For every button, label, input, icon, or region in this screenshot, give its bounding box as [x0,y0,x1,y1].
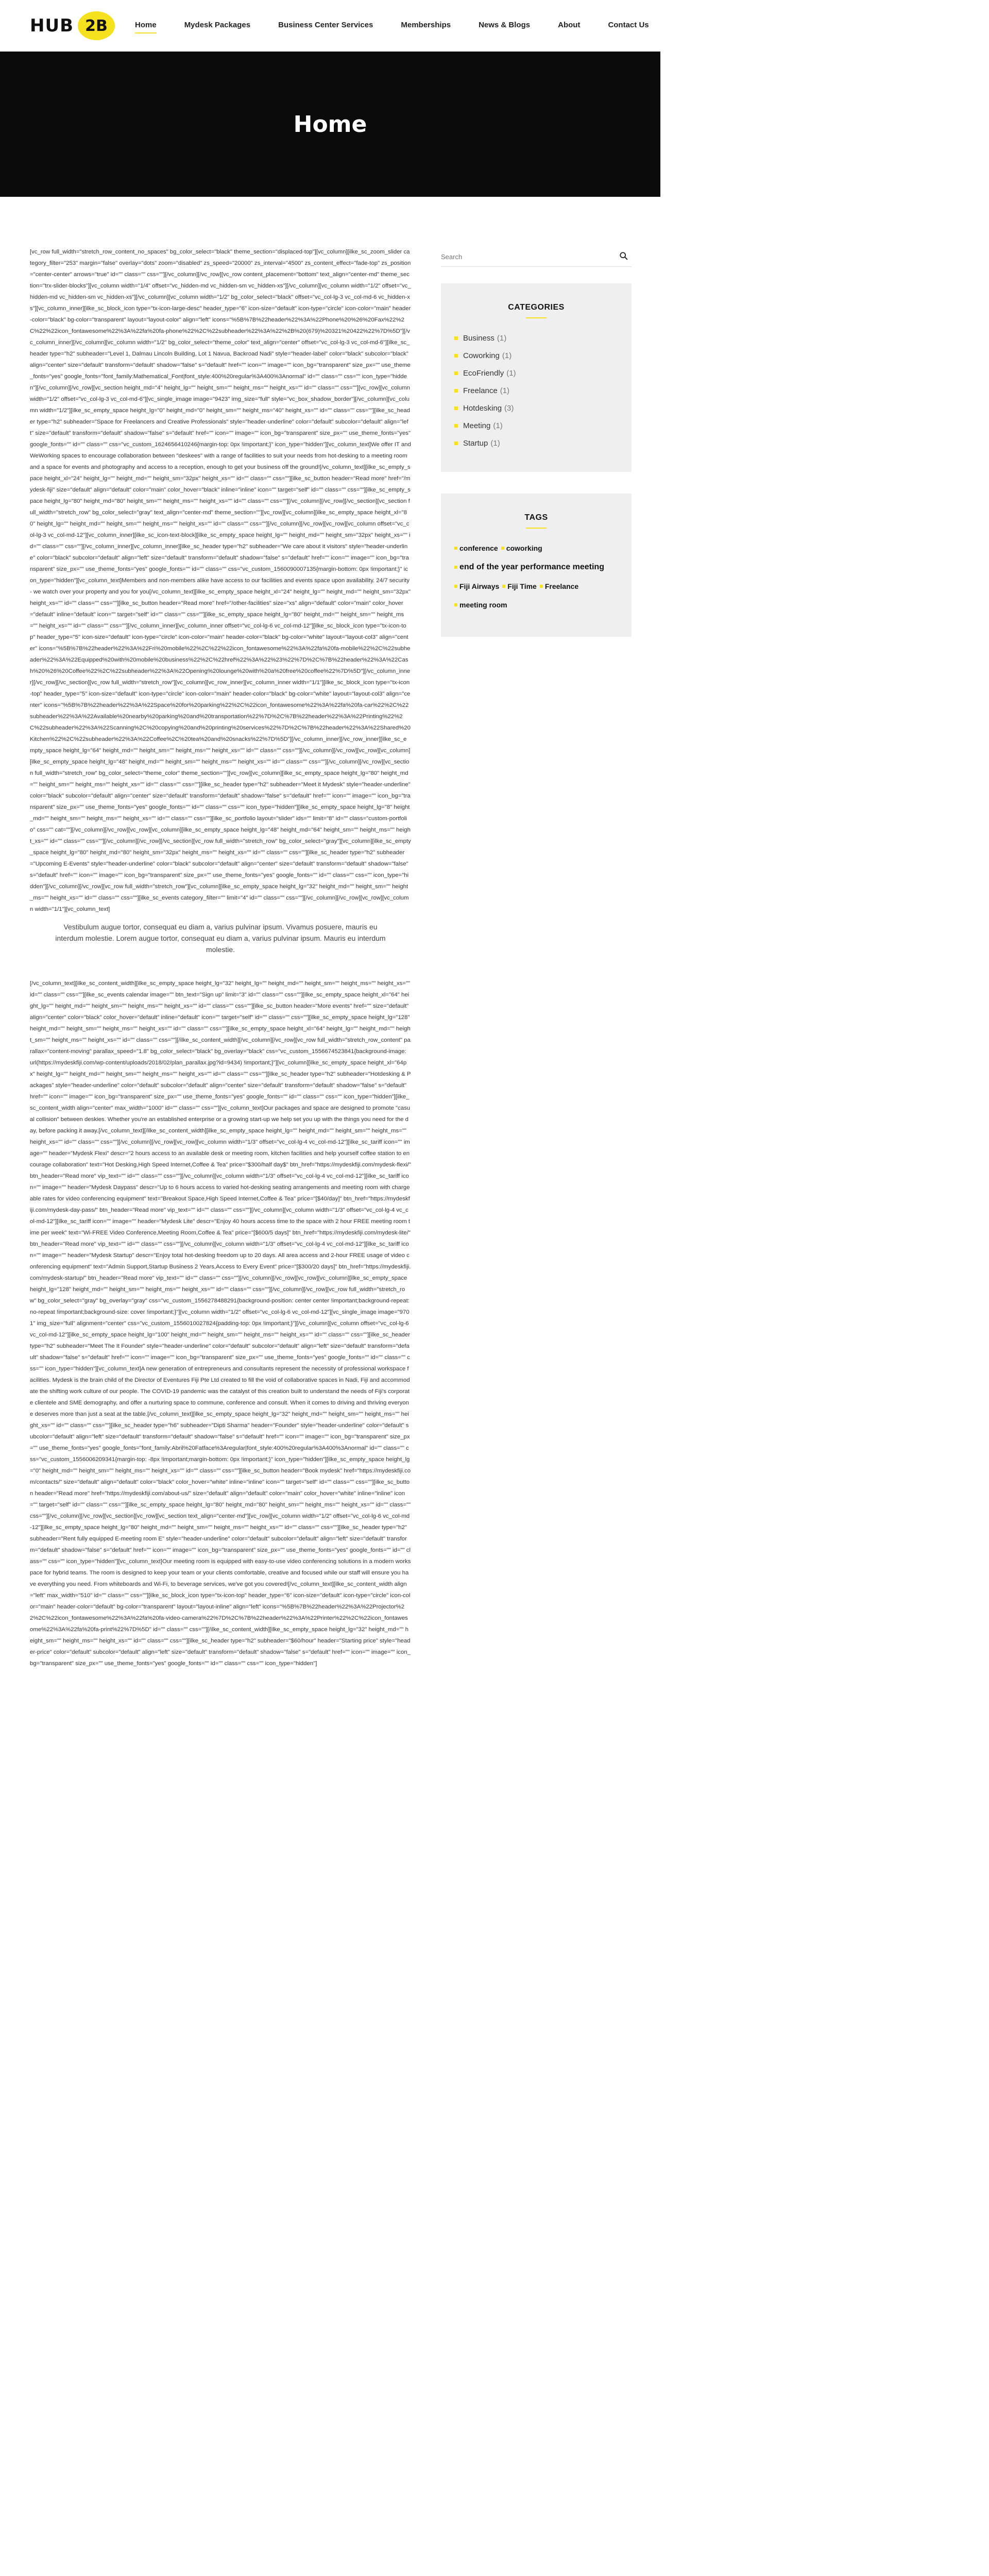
tag-label: meeting room [459,601,507,609]
main-content [30,246,411,1669]
bullet-icon [454,354,458,358]
bullet-icon [454,424,458,428]
category-item[interactable] [454,369,618,378]
category-count: (1) [493,421,503,430]
category-item[interactable] [454,439,618,448]
categories-widget [441,283,632,472]
categories-list [454,334,618,448]
bullet-icon [540,585,543,588]
category-count: (1) [500,386,510,395]
search-icon[interactable] [619,251,628,261]
bullet-icon [454,547,457,550]
category-item[interactable] [454,386,618,395]
site-header [0,0,989,52]
bullet-icon [454,566,457,569]
bullet-icon [454,585,457,588]
raw-shortcode-text-2: [/vc_column_text][ilke_sc_content_width][ilke_sc_empty_space height_lg="32" height_lg="" height_md="" height_sm="" height_ms="" height_xs="" id="" class="" css=""][ilke_sc_events calendar image="" btn_text="Sign up" limit="3" id="" class="" css=""][ilke_sc_empty_space height_xl="64" height_lg="" height_md="" height_sm="" height_ms="" height_xs="" id="" class="" css=""][ilke_sc_button header="More events" href="" size="default" align="center" color="black" color_hover="default" inline="default" icon="" target="self" id="" class="" css=""][ilke_sc_empty_space height_lg="128" height_md="" height_sm="" height_ms="" height_xs="" id="" class="" css=""][ilke_sc_empty_space height_xl="64" height_lg="" height_md="" height_sm="" height_ms="" height_xs="" id="" class="" css=""][/ilke_sc_content_width][/vc_column][/vc_row][vc_row full_width="stretch_row_content" parallax="content-moving" parallax_speed="1.8" bg_color_select="black" bg_overlay="black" css="vc_custom_1556674523841{background-image: url(https://mydeskfiji.com/wp-content/uploads/2018/02/plan_parallax.jpg?id=9434) !important;}"][vc_column][ilke_sc_empty_space height_xl="64px" height_lg="" height_md="" height_sm="" height_ms="" height_xs="" id="" class="" css=""][ilke_sc_header type="h2" subheader="Hotdesking & Packages" style="header-underline" color="default" subcolor="default" align="center" size="default" transform="default" shadow="false" s="default" href="" icon="" image="" icon_bg="transparent" size_px="" use_theme_fonts="yes" google_fonts="" id="" class="" css="" icon_type="hidden"][ilke_sc_content_width align="center" max_width="1000" id="" class="" css=""][vc_column_text]Our packages and space are designed to promote "casual collision" between deskies. Whether you're an established enterprise or a growing start-up we help set you up with the things you need for the day, before packing it away.[/vc_column_text][/ilke_sc_content_width][ilke_sc_empty_space height_lg="" height_md="" height_sm="" height_ms="" height_xs="" id="" class="" css=""][/vc_column][/vc_row][vc_row][vc_column width="1/3" offset="vc_col-lg-4 vc_col-md-12"][ilke_sc_tariff icon="" image="" header="Mydesk Flexi" descr="2 hours access to an available desk or meeting room, kitchen facilities and help yourself coffee station to encourage collaboration" text="Hot Desking,High Speed Internet,Coffee & Tea" price="$300/half day$" btn_href="https://mydeskfiji.com/mydesk-flexi/" btn_header="Read more" vip_text="" id="" class="" css=""][/vc_column][vc_column width="1/3" offset="vc_col-lg-4 vc_col-md-12"][ilke_sc_tariff icon="" image="" header="Mydesk Daypass" descr="Up to 6 hours access to varied hot-desking seating arrangements and meeting room with chargeable rates for video conferencing equipment" text="Breakout Space,High Speed Internet,Coffee & Tea" price="[$40/day]" btn_href="https://mydeskfiji.com/mydesk-day-pass/" btn_header="Read more" vip_text="" id="" class="" css=""][/vc_column][vc_column width="1/3" offset="vc_col-lg-4 vc_col-md-12"][ilke_sc_tariff icon="" image="" header="Mydesk Lite" descr="Enjoy 40 hours access time to the space with 2 hour FREE meeting room time per week" text="Wi-FREE Video Conference,Meeting Room,Coffee & Tea" price="[$600/5 days]" btn_href="https://mydeskfiji.com/mydesk-lite/" btn_header="Read more" vip_text="" id="" class="" css=""][/vc_column][vc_column width="1/3" offset="vc_col-lg-4 vc_col-md-12"][ilke_sc_tariff icon="" image="" header="Mydesk Startup" descr="Enjoy total hot-desking freedom up to 20 days. All area access and 2-hour FREE usage of video conferencing equipment" text="Admin Support,Startup Business 2 Years,Access to Every Event" price="[$300/20 days]" btn_href="https://mydeskfiji.com/mydesk-startup/" btn_header="Read more" vip_text="" id="" class="" css=""][/vc_column][/vc_row][vc_row][vc_column][ilke_sc_empty_space height_lg="128" height_md="" height_sm="" height_ms="" height_xs="" id="" class="" css=""][/vc_column][/vc_row][vc_row full_width="stretch_row" bg_color_select="gray" bg_overlay="gray" css="vc_custom_1556278488291{background-position: center center !important;background-repeat: no-repeat !important;background-size: cover !important;}"][vc_column width="1/2" offset="vc_col-lg-6 vc_col-md-12"][vc_single_image image="9701" img_size="full" alignment="center" css="vc_custom_1556010027824{padding-top: 0px !important;}"][/vc_column][vc_column offset="vc_col-lg-6 vc_col-md-12"][ilke_sc_empty_space height_lg="100" height_md="" height_sm="" height_ms="" height_xs="" id="" class="" css=""][ilke_sc_header type="h2" subheader="Meet The It Founder" style="header-underline" color="default" subcolor="default" align="left" size="default" transform="default" shadow="false" s="default" href="" icon="" image="" icon_bg="transparent" size_px="" use_theme_fonts="yes" google_fonts="" id="" class="" css="" icon_type="hidden"][vc_column_text]A new generation of entrepreneurs and consultants represent the necessity of professional workspace facilities. Mydesk is the brain child of the Director of Eventures Fiji Pte Ltd created to fill the void of collaborative spaces in Nadi, Fiji and accommodate the shifting work culture of our people. The COVID-19 pandemic was the catalyst of this creation built to understand the needs of Fiji's corporate clientele and SME demography, and offer a nurturing space to commune, conference and consult. When it comes to driving and thriving everyone deserves more than just a seat at the table.[/vc_column_text][ilke_sc_empty_space height_lg="32" height_md="" height_sm="" height_ms="" height_xs="" id="" class="" css=""][ilke_sc_header type="h6" subheader="Dipti Sharma" header="Founder" style="header-underline" color="default" subcolor="default" align="left" size="default" transform="default" shadow="false" s="default" href="" icon="" image="" icon_bg="transparent" size_px="" use_theme_fonts="yes" google_fonts="font_family:Abril%20Fatface%3Aregular|font_style:400%20regular%3A400%3Anormal" id="" class="" css="vc_custom_1556006209341{margin-top: -8px !important;margin-bottom: 0px !important;}" icon_type="hidden"][ilke_sc_empty_space height_lg="0" height_md="" height_sm="" height_ms="" height_xs="" id="" class="" css=""][ilke_sc_button header="Book mydesk" href="https://mydeskfiji.com/contacts/" size="default" align="default" color="black" color_hover="white" inline="inline" icon="" target="self" id="" class="" css=""][ilke_sc_button header="Read more" href="https://mydeskfiji.com/about-us/" size="default" align="default" color="main" color_hover="white" inline="inline" icon="" target="self" id="" class="" css=""][ilke_sc_empty_space height_lg="80" height_md="80" height_sm="" height_ms="" height_xs="" id="" class="" css=""][/vc_column][/vc_row][vc_section][vc_row][vc_section text_align="center-md"][vc_row][vc_column width="1/2" offset="vc_col-lg-6 vc_col-md-12"][ilke_sc_empty_space height_lg="80" height_md="" height_sm="" height_ms="" height_xs="" id="" class="" css=""][ilke_sc_header type="h2" subheader="Rent fully equipped E-meeting room E" style="header-underline" color="default" subcolor="default" align="left" size="default" transform="default" shadow="false" s="default" href="" icon="" image="" icon_bg="transparent" size_px="" use_theme_fonts="yes" google_fonts="" id="" class="" css="" icon_type="hidden"][vc_column_text]Our meeting room is equipped with easy-to-use video conferencing solutions in a modern workspace for hybrid teams. The room is designed to keep your team or your clients comfortable, creative and focused while our staff will ensure you have everything you need. From whiteboards and Wi-Fi, to beverage services, we've got you covered![/vc_column_text][ilke_sc_content_width align="left" max_width="510" id="" class="" css=""][ilke_sc_block_icon type="tx-icon-top" header_type="6" icon-size="default" icon-type="circle" icon-color="main" header-color="default" bg-color="transparent" layout="layout-inline" align="left" icons="%5B%7B%22header%22%3A%22Projector%22%2C%22icon_fontawesome%22%3A%22fa%20fa-video-camera%22%7D%2C%7B%22header%22%3A%22Printer%22%2C%22icon_fontawesome%22%3A%22fa%20fa-print%22%7D%5D" id="" class="" css=""][/ilke_sc_content_width][ilke_sc_empty_space height_lg="32" height_md="" height_sm="" height_ms="" height_xs="" id="" class="" css=""][ilke_sc_header type="h2" subheader="$60/hour" header="Starting price" style="header-price" color="default" subcolor="default" align="left" size="default" transform="default" shadow="false" s="default" href="" icon="" image="" icon_bg="transparent" size_px="" use_theme_fonts="yes" google_fonts="" id="" class="" css="" icon_type="hidden"] [30,980,411,1667]
nav-contact-us[interactable]: Contact Us [608,21,649,29]
category-label: Startup [463,439,488,448]
bullet-icon [501,547,504,550]
tag-link[interactable] [540,582,578,590]
category-count: (3) [504,404,514,413]
search-input[interactable] [441,249,611,264]
tag-link[interactable] [454,563,604,572]
tag-cloud [454,544,618,619]
category-label: Business [463,334,494,343]
bullet-icon [454,336,458,340]
category-item[interactable] [454,351,618,360]
logo-text: HUB [30,15,74,36]
search-widget [441,246,632,267]
sidebar [441,246,632,637]
category-item[interactable] [454,404,618,413]
quote-text: Vestibulum augue tortor, consequat eu diam a, varius pulvinar ipsum. Vivamus posuere, mauris eu interdum molestie. Lorem augue tortor, consequat eu diam a, varius pulvinar ipsum. Mauris eu interdum molestie. [55,923,386,954]
nav-memberships[interactable]: Memberships [401,21,451,29]
category-count: (1) [497,334,507,343]
tag-link[interactable] [454,544,498,552]
tag-label: Freelance [544,582,579,590]
category-label: Freelance [463,386,498,395]
tag-link[interactable] [454,582,499,590]
nav-home[interactable]: Home [135,21,157,33]
bullet-icon [454,406,458,410]
nav-mydesk-packages[interactable]: Mydesk Packages [184,21,251,29]
hero-banner [0,52,660,197]
site-logo[interactable] [30,11,115,40]
nav-news-blogs[interactable]: News & Blogs [479,21,531,29]
bullet-icon [454,603,457,606]
nav-about[interactable]: About [558,21,581,29]
page-title: Home [293,111,367,138]
category-label: Meeting [463,421,491,430]
tags-widget [441,494,632,637]
tag-label: end of the year performance meeting [459,563,604,571]
nav-business-center-services[interactable]: Business Center Services [278,21,373,29]
category-label: EcoFriendly [463,369,504,378]
tag-label: coworking [506,544,542,552]
category-item[interactable] [454,421,618,430]
raw-shortcode-text-1: [vc_row full_width="stretch_row_content_no_spaces" bg_color_select="black" theme_section="displaced-top"][vc_column][ilke_sc_zoom_slider category_filter="253" margin="false" overlay="dots" zoom="disabled" zs_speed="20000" zs_interval="4500" zs_content_effect="fade-top" zs_position="center-center" arrows="true" id="" class="" css=""][/vc_column][/vc_row][vc_row content_placement="bottom" text_align="center-md" theme_section="trx-slider-blocks"][vc_column width="1/4" offset="vc_hidden-md vc_hidden-sm vc_hidden-xs"][/vc_column][vc_column width="1/2" offset="vc_hidden-md vc_hidden-sm vc_hidden-xs"][/vc_column][vc_column width="1/2" bg_color_select="black" offset="vc_col-lg-3 vc_col-md-6 vc_hidden-xs"][vc_column_inner][ilke_sc_block_icon type="tx-icon-large-desc" header_type="6" icon-size="default" icon-type="circle" icon-color="main" header-color="black" bg-color="transparent" layout="layout-color" align="left" icons="%5B%7B%22header%22%3A%22Phone%20%26%20Fax%22%2C%22%22icon_fontawesome%22%3A%22fa%20fa-phone%22%2C%22subheader%22%3A%22%2B%20(679)%20321%20422%22%7D%5D"][/vc_column_inner][/vc_column][vc_column width="1/2" bg_color_select="theme_color" text_align="center" offset="vc_col-lg-3 vc_col-md-6"][ilke_sc_header type="h2" subheader="Level 1, Dalmau Lincoln Building, Lot 1 Navua, Backroad Nadi" style="header-label" color="black" subcolor="black" align="center" size="default" transform="default" shadow="false" s="default" href="" icon="" image="" icon_bg="transparent" size_px="" use_theme_fonts="yes" google_fonts="font_family:Mathematical_Font|font_style:400%20regular%3A400%3Anormal" id="" class="" css="" icon_type="hidden"][/vc_column][/vc_row][vc_section height_md="4" height_lg="" height_sm="" height_ms="" height_xs="" id="" class="" css=""][vc_row][vc_column width="1/2" offset="vc_col-lg-3 vc_col-md-6"][vc_single_image image="9423" img_size="full" style="vc_box_shadow_border"][/vc_column][vc_column width="1/2"][ilke_sc_empty_space height_lg="0" height_md="0" height_sm="" height_ms="40" height_xs="" id="" class="" css=""][ilke_sc_header type="h2" subheader="Space for Freelancers and Creative Professionals" style="header-underline" color="default" subcolor="default" align="left" size="default" transform="default" shadow="false" s="default" href="" icon="" image="" icon_bg="transparent" size_px="" use_theme_fonts="yes" google_fonts="" id="" class="" css="vc_custom_1624656410246{margin-top: 0px !important;}" icon_type="hidden"][vc_column_text]We offer IT and WeWorking spaces to encourage collaboration between "deskees" with a range of facilities to suit your needs from hot-desking to a meeting room and a space for events and photography and access to a reception, enough to get your business off the ground![/vc_column_text][ilke_sc_empty_space height_xl="24" height_lg="" height_md="" height_sm="32px" height_xs="" id="" class="" css=""][ilke_sc_button header="Read more" href="/mydesk-fiji" size="default" align="default" color="main" color_hover="black" inline="inline" icon="" target="self" id="" class="" css=""][ilke_sc_empty_space height_lg="80" height_md="80" height_sm="" height_ms="" height_xs="" id="" class="" css=""][/vc_column][/vc_row][/vc_section][vc_section full_width="stretch_row" bg_color_select="gray" text_align="center-md" theme_section=""][vc_row][vc_column][ilke_sc_empty_space height_xl="80" height_lg="" height_md="" height_sm="" height_ms="" height_xs="" id="" class="" css=""][/vc_column][/vc_row][vc_row][vc_column offset="vc_col-lg-3 vc_col-md-12"][vc_column_inner][ilke_sc_icon-text-block][ilke_sc_empty_space height_lg="" height_md="" height_sm="32px" height_xs="" id="" class="" css=""][/vc_column_inner][vc_column_inner][ilke_sc_header type="h2" subheader="We care about it visitors" style="header-underline" color="black" subcolor="default" align="left" size="default" transform="default" shadow="false" s="default" href="" icon="" image="" icon_bg="transparent" size_px="" use_theme_fonts="yes" google_fonts="" id="" class="" css="vc_custom_1560090007135{margin-bottom: 0px !important;}" icon_type="hidden"][vc_column_text]Members and non-members alike have access to our facilities and events space upon availability. 24/7 security - we watch over your property and you for you[/vc_column_text][ilke_sc_empty_space height_xl="24" height_lg="" height_md="" height_sm="32px" height_xs="" id="" class="" css=""][ilke_sc_button header="Read more" href="/other-facilities" size="xs" align="default" color="main" color_hover="default" inline="default" icon="" target="self" id="" class="" css=""][ilke_sc_empty_space height_lg="80" height_md="" height_sm="" height_ms="" height_xs="" id="" class="" css=""][/vc_column_inner][vc_column_inner offset="vc_col-lg-6 vc_col-md-12"][ilke_sc_block_icon type="tx-icon-top" header_type="5" icon-size="default" icon-type="circle" icon-color="main" header-color="black" bg-color="white" layout="layout-col3" align="center" icons="%5B%7B%22header%22%3A%22Fri%20mobile%22%2C%22%22icon_fontawesome%22%3A%22fa%20fa-mobile%22%2C%22subheader%22%3A%22Equipped%20with%20mobile%20business%22%2C%22href%22%3A%22%23%22%7D%2C%7B%22header%22%3A%22Cash%20%26%20Coffee%22%2C%22subheader%22%3A%22Opening%20lounge%20with%20a%20free%20coffee%22%7D%5D"][/vc_column_inner][/vc_row][/vc_section][vc_row full_width="stretch_row"][vc_column][vc_row_inner][vc_column_inner width="1/1"][ilke_sc_block_icon type="tx-icon-top" header_type="5" icon-size="default" icon-type="circle" icon-color="main" header-color="black" bg-color="white" layout="layout-col3" align="center" icons="%5B%7B%22header%22%3A%22Space%20for%20parking%22%2C%22icon_fontawesome%22%3A%22fa%20fa-car%22%2C%22subheader%22%3A%22Available%20nearby%20parking%20and%20transportation%22%7D%2C%7B%22header%22%3A%22Printing%22%2C%22subheader%22%3A%22Scanning%2C%20copying%20and%20printing%20services%22%7D%2C%7B%22header%22%3A%22Shared%20Kitchen%22%2C%22subheader%22%3A%22Coffee%2C%20tea%20and%20snacks%22%7D%5D"][/vc_column_inner][/vc_row_inner][ilke_sc_empty_space height_lg="64" height_md="" height_sm="" height_ms="" height_xs="" id="" class="" css=""][/vc_column][/vc_row][vc_row][vc_column][ilke_sc_empty_space height_lg="48" height_md="" height_sm="" height_ms="" height_xs="" id="" class="" css=""][/vc_column][/vc_row][vc_section full_width="stretch_row" bg_color_select="theme_color" theme_section=""][vc_row][vc_column][ilke_sc_empty_space height_lg="80" height_md="" height_sm="" height_ms="" height_xs="" id="" class="" css=""][ilke_sc_header type="h2" subheader="Meet it Mydesk" style="header-underline" color="black" subcolor="default" align="center" size="default" transform="default" shadow="false" s="default" href="" icon="" image="" icon_bg="transparent" size_px="" use_theme_fonts="yes" google_fonts="" id="" class="" css="" icon_type="hidden"][ilke_sc_empty_space height_lg="8" height_md="" height_sm="" height_ms="" height_xs="" id="" class="" css=""][ilke_sc_portfolio layout="slider" ids="" limit="8" id="" class="custom-portfolio" css="" cat=""][/vc_column][/vc_row][vc_row][vc_column][ilke_sc_empty_space height_lg="48" height_md="64" height_sm="" height_ms="" height_xs="" id="" class="" css=""][/vc_column][/vc_row][/vc_section][vc_row full_width="stretch_row" bg_color_select="gray"][vc_column][ilke_sc_empty_space height_lg="80" height_md="80" height_sm="32px" height_ms="" height_xs="" id="" class="" css=""][ilke_sc_header type="h2" subheader="Upcoming E-Events" style="header-underline" color="black" subcolor="default" align="center" size="default" transform="default" shadow="false" s="default" href="" icon="" image="" icon_bg="transparent" size_px="" use_theme_fonts="yes" google_fonts="" id="" class="" css="" icon_type="hidden"][/vc_column][/vc_row][vc_row full_width="stretch_row"][vc_column][ilke_sc_empty_space height_lg="32" height_md="" height_sm="" height_ms="" height_xs="" id="" class="" css=""][ilke_sc_events category_filter="" limit="4" id="" class="" css=""][/vc_column][/vc_row][vc_row][vc_column width="1/1"][vc_column_text] [30,249,411,912]
bullet-icon [454,389,458,393]
category-item[interactable] [454,334,618,343]
tags-title: TAGS [524,513,548,522]
tag-label: Fiji Airways [459,582,500,590]
category-label: Coworking [463,351,500,360]
tag-link[interactable] [454,601,507,609]
category-count: (1) [490,439,500,448]
tag-link[interactable] [501,544,542,552]
categories-title: CATEGORIES [508,303,565,312]
tag-label: conference [459,544,498,552]
title-underline [526,317,547,318]
title-underline [526,528,547,529]
tag-label: Fiji Time [507,582,537,590]
logo-badge: 2B [78,11,115,40]
category-count: (1) [506,369,516,378]
category-label: Hotdesking [463,404,502,413]
bullet-icon [454,442,458,445]
bullet-icon [454,371,458,375]
bullet-icon [502,585,505,588]
main-nav [135,21,677,33]
category-count: (1) [502,351,512,360]
tag-link[interactable] [502,582,537,590]
